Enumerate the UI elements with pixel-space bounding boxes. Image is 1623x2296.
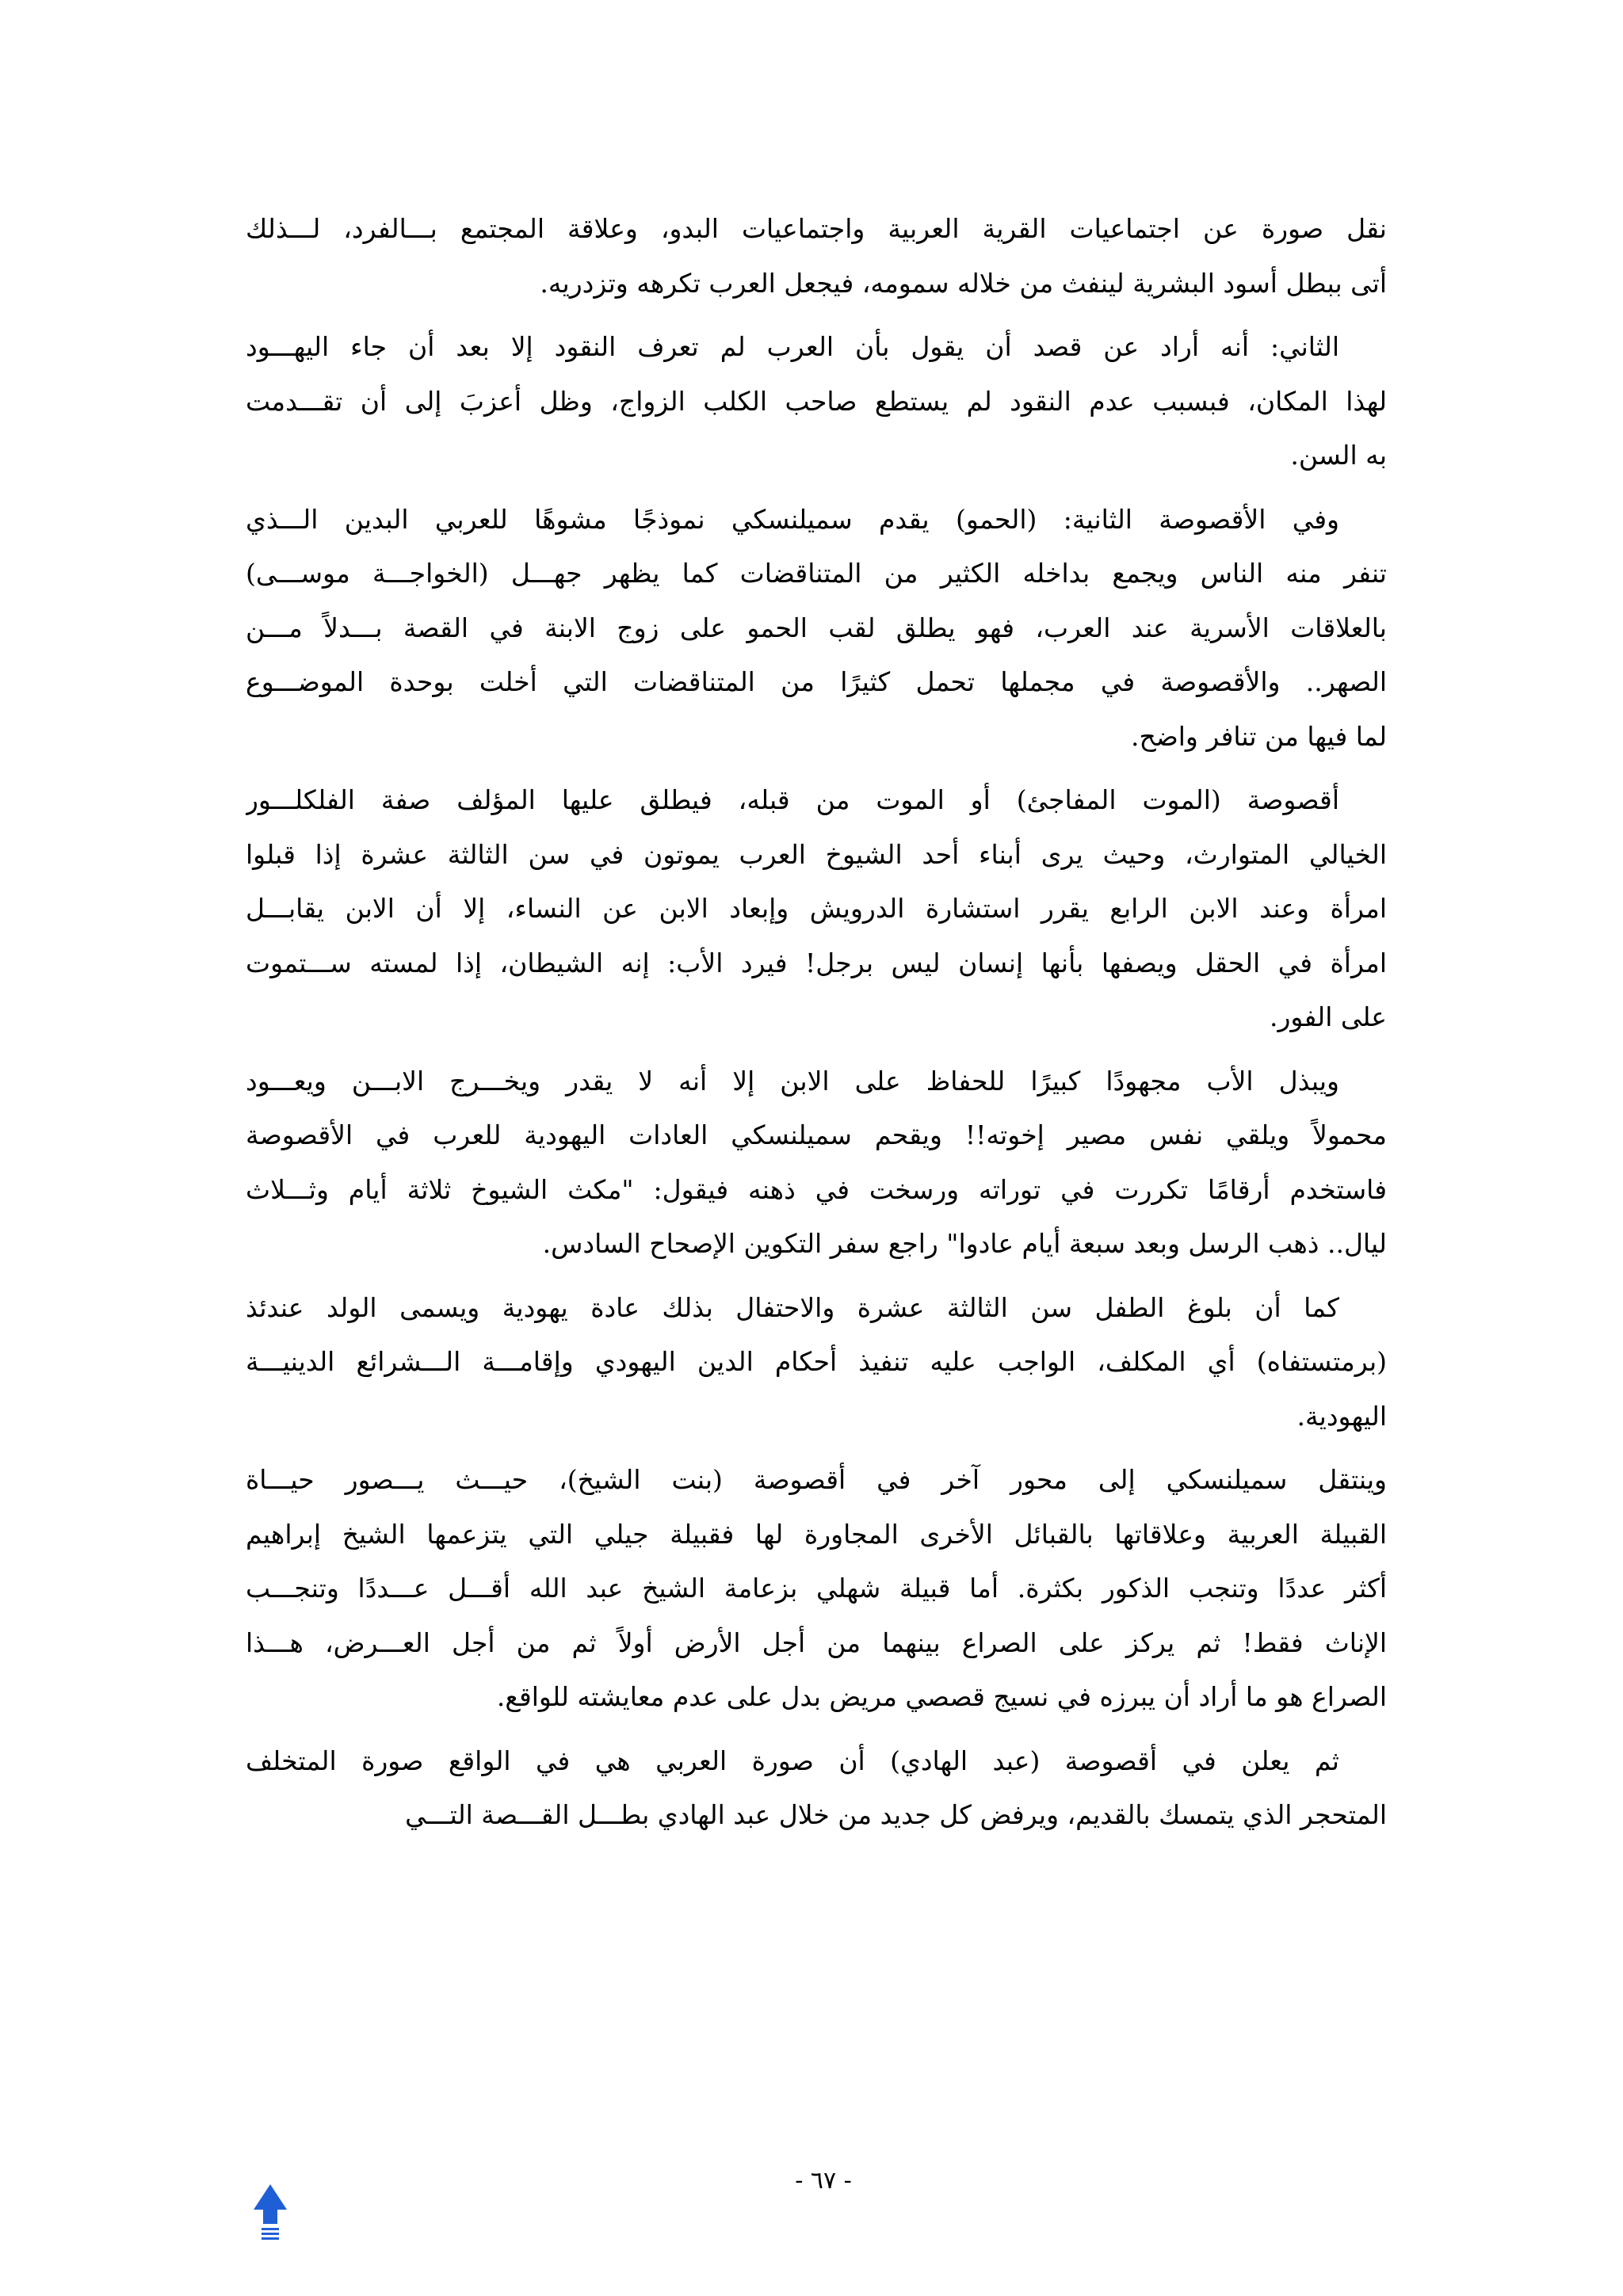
text-line: وينتقل سميلنسكي إلى محور آخر في أقصوصة (بنت الشيخ)، حيـــث يـــصور حيـــاة — [246, 1464, 1387, 1495]
text-line: فاستخدم أرقامًا تكررت في توراته ورسخت في ذهنه فيقول: "مكث الشيوخ ثلاثة أيام وثـــلاث — [246, 1173, 1387, 1205]
page-number: - ٦٧ - — [795, 2167, 852, 2195]
paragraph — [246, 1453, 1387, 1725]
text-line: وفي الأقصوصة الثانية: (الحمو) يقدم سميلنسكي نموذجًا مشوهًا للعربي البدين الـــذي — [246, 503, 1339, 535]
paragraph — [246, 493, 1387, 765]
paragraph — [246, 1055, 1387, 1272]
text-line: بالعلاقات الأسرية عند العرب، فهو يطلق لقب الحمو على زوج الابنة في القصة بـــدلاً مـــن — [246, 612, 1387, 643]
text-line: كما أن بلوغ الطفل سن الثالثة عشرة والاحتفال بذلك عادة يهودية ويسمى الولد عندئذ — [246, 1291, 1339, 1323]
paragraph — [246, 320, 1387, 483]
text-line: الثاني: أنه أراد عن قصد أن يقول بأن العرب لم تعرف النقود إلا بعد أن جاء اليهـــود — [246, 331, 1339, 362]
text-line: محمولاً ويلقي نفس مصير إخوته!! ويقحم سميلنسكي العادات اليهودية للعرب في الأقصوصة — [246, 1119, 1387, 1150]
paragraph — [246, 202, 1387, 311]
text-line: ويبذل الأب مجهودًا كبيرًا للحفاظ على الابن إلا أنه لا يقدر ويخـــرج الابـــن ويعـــود — [246, 1065, 1339, 1097]
text-line: امرأة وعند الابن الرابع يقرر استشارة الدرويش وإبعاد الابن عن النساء، إلا أن الابن يقابـــل — [246, 893, 1387, 924]
text-line: الإناث فقط! ثم يركز على الصراع بينهما من أجل الأرض أولاً ثم من أجل العـــرض، هـــذا — [246, 1627, 1387, 1658]
text-line: أكثر عددًا وتنجب الذكور بكثرة. أما قبيلة شهلي بزعامة الشيخ عبد الله أقـــل عـــددًا وتنجـــب — [246, 1573, 1387, 1604]
up-arrow-icon[interactable] — [252, 2183, 288, 2248]
text-line: به السن. — [1290, 440, 1387, 471]
paragraph — [246, 1734, 1387, 1843]
text-line: (برمتستفاه) أي المكلف، الواجب عليه تنفيذ أحكام الدين اليهودي وإقامـــة الـــشرائع الدينيـــة — [246, 1346, 1387, 1377]
text-line: أقصوصة (الموت المفاجئ) أو الموت من قبله، فيطلق عليها المؤلف صفة الفلكلـــور — [246, 784, 1339, 815]
text-line: لما فيها من تنافر واضح. — [1130, 720, 1387, 752]
text-line: تنفر منه الناس ويجمع بداخله الكثير من المتناقضات كما يظهر جهـــل (الخواجـــة موســـى) — [246, 558, 1387, 589]
paragraph — [246, 773, 1387, 1045]
paragraph — [246, 1281, 1387, 1444]
text-line: الصراع هو ما أراد أن يبرزه في نسيج قصصي مريض بدل على عدم معايشته للواقع. — [496, 1681, 1387, 1712]
text-line: المتحجر الذي يتمسك بالقديم، ويرفض كل جديد من خلال عبد الهادي بطـــل القـــصة التـــي — [405, 1799, 1387, 1830]
text-line: أتى ببطل أسود البشرية لينفث من خلاله سمومه، فيجعل العرب تكرهه وتزدريه. — [540, 267, 1387, 299]
text-line: الخيالي المتوارث، وحيث يرى أبناء أحد الشيوخ العرب يموتون في سن الثالثة عشرة إذا قبلوا — [246, 838, 1387, 870]
text-line: الصهر.. والأقصوصة في مجملها تحمل كثيرًا من المتناقضات التي أخلت بوحدة الموضـــوع — [246, 666, 1387, 697]
text-line: امرأة في الحقل ويصفها بأنها إنسان ليس برجل! فيرد الأب: إنه الشيطان، إذا لمسته ســـتموت — [246, 947, 1387, 978]
text-line: اليهودية. — [1296, 1400, 1387, 1432]
text-line: ليال.. ذهب الرسل وبعد سبعة أيام عادوا" راجع سفر التكوين الإصحاح السادس. — [542, 1228, 1387, 1259]
text-line: ثم يعلن في أقصوصة (عبد الهادي) أن صورة العربي هي في الواقع صورة المتخلف — [246, 1745, 1339, 1776]
text-line: على الفور. — [1269, 1001, 1387, 1032]
text-line: نقل صورة عن اجتماعيات القرية العربية واجتماعيات البدو، وعلاقة المجتمع بـــالفرد، لـــذلك — [246, 213, 1387, 244]
text-line: القبيلة العربية وعلاقاتها بالقبائل الأخرى المجاورة لها فقبيلة جيلي التي يتزعمها الشيخ إبراهيم — [246, 1518, 1387, 1550]
text-line: لهذا المكان، فبسبب عدم النقود لم يستطع صاحب الكلب الزواج، وظل أعزبَ إلى أن تقـــدمت — [246, 385, 1387, 417]
document-page — [246, 202, 1387, 2103]
